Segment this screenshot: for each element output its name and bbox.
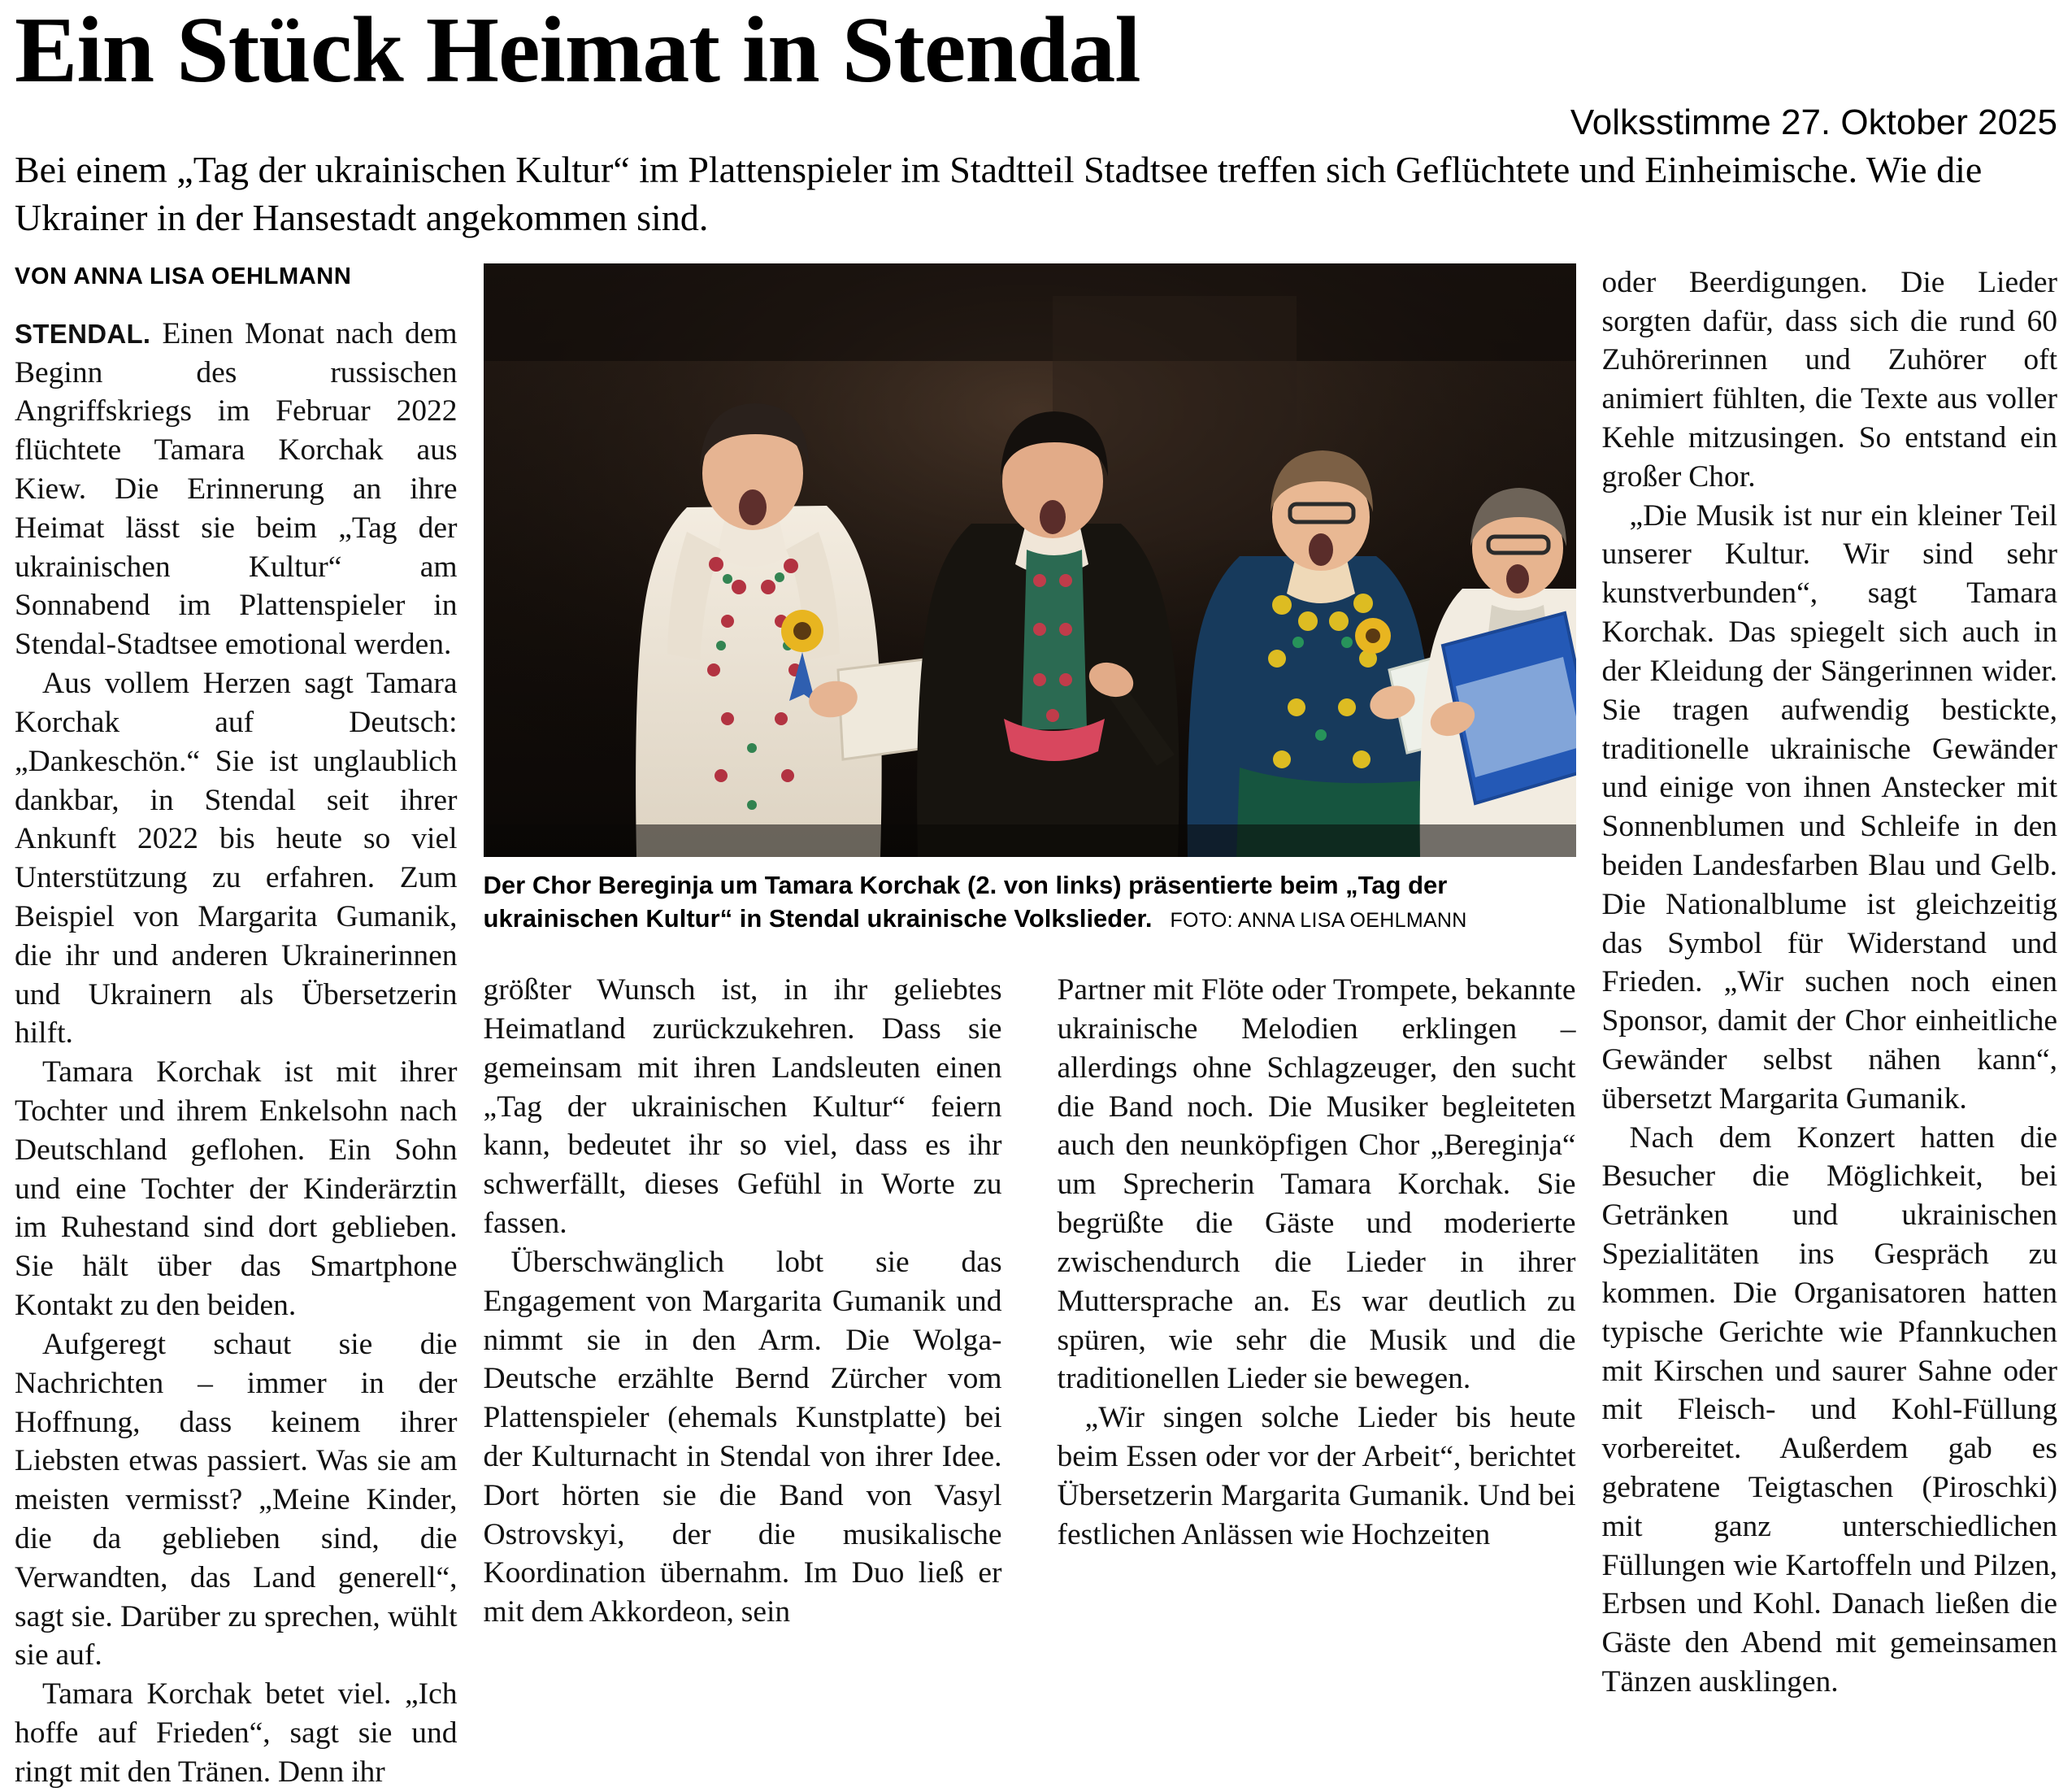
paragraph: „Wir singen solche Lieder bis heute beim Essen oder vor der Arbeit“, berichtet Übersetzerin Margarita Gumanik. Und bei festlichen Anlässen wie Hochzeiten (1057, 1401, 1576, 1551)
photo-caption-text: Der Chor Bereginja um Tamara Korchak (2. von links) präsentierte beim „Tag der ukrainischen Kultur“ in Stendal ukrainische Volkslieder. (483, 870, 1448, 933)
column-middle-b (1030, 971, 1576, 1632)
article-photo (484, 263, 1576, 857)
choir-photo-illustration (484, 263, 1576, 857)
dateline-row (15, 102, 2057, 143)
photo-credit: FOTO: ANNA LISA OEHLMANN (1170, 908, 1467, 932)
paragraph: „Die Musik ist nur ein kleiner Teil unserer Kultur. Wir sind sehr kunstverbunden“, sagt Tamara Korchak. Das spiegelt sich auch in der Kleidung der Sängerinnen wider. Sie tragen aufwendig bestickte, traditionelle ukrainische Gewänder und einige von ihnen Anstecker mit Sonnenblumen und Schleife in den beiden Landesfarben Blau und Gelb. Die Nationalblume ist gleichzeitig das Symbol für Widerstand und Frieden. „Wir suchen noch einen Sponsor, damit der Chor einheitliche Gewänder selbst nähen kann“, übersetzt Margarita Gumanik. (1601, 498, 2057, 1116)
paragraph: Partner mit Flöte oder Trompete, bekannte ukrainische Melodien erklingen – allerdings ohne Schlagzeuger, den sucht die Band noch. Die Musiker begleiteten auch den neunköpfigen Chor „Bereginja“ um Sprecherin Tamara Korchak. Sie begrüßte die Gäste und moderierte zwischendurch die Lieder in ihrer Muttersprache an. Es war deutlich zu spüren, wie sehr die Musik und die traditionellen Lieder sie bewegen. (1057, 973, 1576, 1396)
column-right (1576, 263, 2057, 1792)
paragraph-lead (15, 315, 458, 664)
page-title: Ein Stück Heimat in Stendal (15, 0, 1140, 102)
source-and-date: Volksstimme 27. Oktober 2025 (1570, 102, 2057, 142)
paragraph: Aufgeregt schaut sie die Nachrichten – immer in der Hoffnung, dass keinem ihrer Liebsten etwas passiert. Was sie am meisten vermisst? „Meine Kinder, die da geblieben sind, die Verwandten, das Land generell“, sagt sie. Darüber zu sprechen, wühlt sie auf. (15, 1327, 458, 1672)
article-columns (15, 263, 2057, 1792)
paragraph: oder Beerdigungen. Die Lieder sorgten dafür, dass sich die rund 60 Zuhörerinnen und Zuhörer oft animiert fühlten, die Texte aus voller Kehle mitzusingen. So entstand ein großer Chor. (1601, 265, 2057, 494)
paragraph: Überschwänglich lobt sie das Engagement von Margarita Gumanik und nimmt sie in den Arm. Die Wolga-Deutsche erzählte Bernd Zürcher vom Plattenspieler (ehemals Kunstplatte) bei der Kulturnacht in Stendal von ihrer Idee. Dort hörten sie die Band von Vasyl Ostrovskyi, der die musikalische Koordination übernahm. Im Duo ließ er mit dem Akkordeon, sein (483, 1245, 1002, 1629)
paragraph-text: Einen Monat nach dem Beginn des russischen Angriffskriegs im Februar 2022 flüchtete Tamara Korchak aus Kiew. Die Erinnerung an ihre Heimat lässt sie beim „Tag der ukrainischen Kultur“ am Sonnabend im Plattenspieler in Stendal-Stadtsee emotional werden. (15, 316, 458, 662)
photo-block (484, 263, 1576, 935)
column-middle-a (484, 971, 1030, 1632)
byline: VON ANNA LISA OEHLMANN (15, 263, 352, 289)
standfirst: Bei einem „Tag der ukrainischen Kultur“ im Plattenspieler im Stadtteil Stadtsee treffen sich Geflüchtete und Einheimische. Wie die Ukrainer in der Hansestadt angekommen sind. (15, 149, 1983, 238)
paragraph: Tamara Korchak betet viel. „Ich hoffe auf Frieden“, sagt sie und ringt mit den Tränen. Denn ihr (15, 1677, 458, 1789)
column-middle (484, 263, 1576, 1792)
middle-subcolumns (484, 971, 1576, 1632)
paragraph: Aus vollem Herzen sagt Tamara Korchak auf Deutsch: „Dankeschön.“ Sie ist unglaublich dankbar, in Stendal seit ihrer Ankunft 2022 bis heute so viel Unterstützung zu erfahren. Zum Beispiel von Margarita Gumanik, die ihr und anderen Ukrainerinnen und Ukrainern als Übersetzerin hilft. (15, 667, 458, 1050)
paragraph: Nach dem Konzert hatten die Besucher die Möglichkeit, bei Getränken und ukrainischen Spezialitäten ins Gespräch zu kommen. Die Organisatoren hatten typische Gerichte wie Pfannkuchen mit Kirschen und saurer Sahne oder mit Fleisch- und Kohl-Füllung vorbereitet. Außerdem gab es gebratene Teigtaschen (Piroschki) mit ganz unterschiedlichen Füllungen wie Kartoffeln und Pilzen, Erbsen und Kohl. Danach ließen die Gäste den Abend mit gemeinsamen Tänzen ausklingen. (1601, 1120, 2057, 1698)
photo-caption (484, 868, 1576, 935)
placename: STENDAL. (15, 318, 151, 349)
paragraph: größter Wunsch ist, in ihr geliebtes Heimatland zurückzukehren. Dass sie gemeinsam mit ihren Landsleuten einen „Tag der ukrainischen Kultur“ feiern kann, bedeutet ihr so viel, dass es ihr schwerfällt, dieses Gefühl in Worte zu fassen. (483, 973, 1002, 1241)
paragraph: Tamara Korchak ist mit ihrer Tochter und ihrem Enkelsohn nach Deutschland geflohen. Ein Sohn und eine Tochter der Kinderärztin im Ruhestand sind dort geblieben. Sie hält über das Smartphone Kontakt zu den beiden. (15, 1055, 458, 1323)
column-left (15, 263, 484, 1792)
